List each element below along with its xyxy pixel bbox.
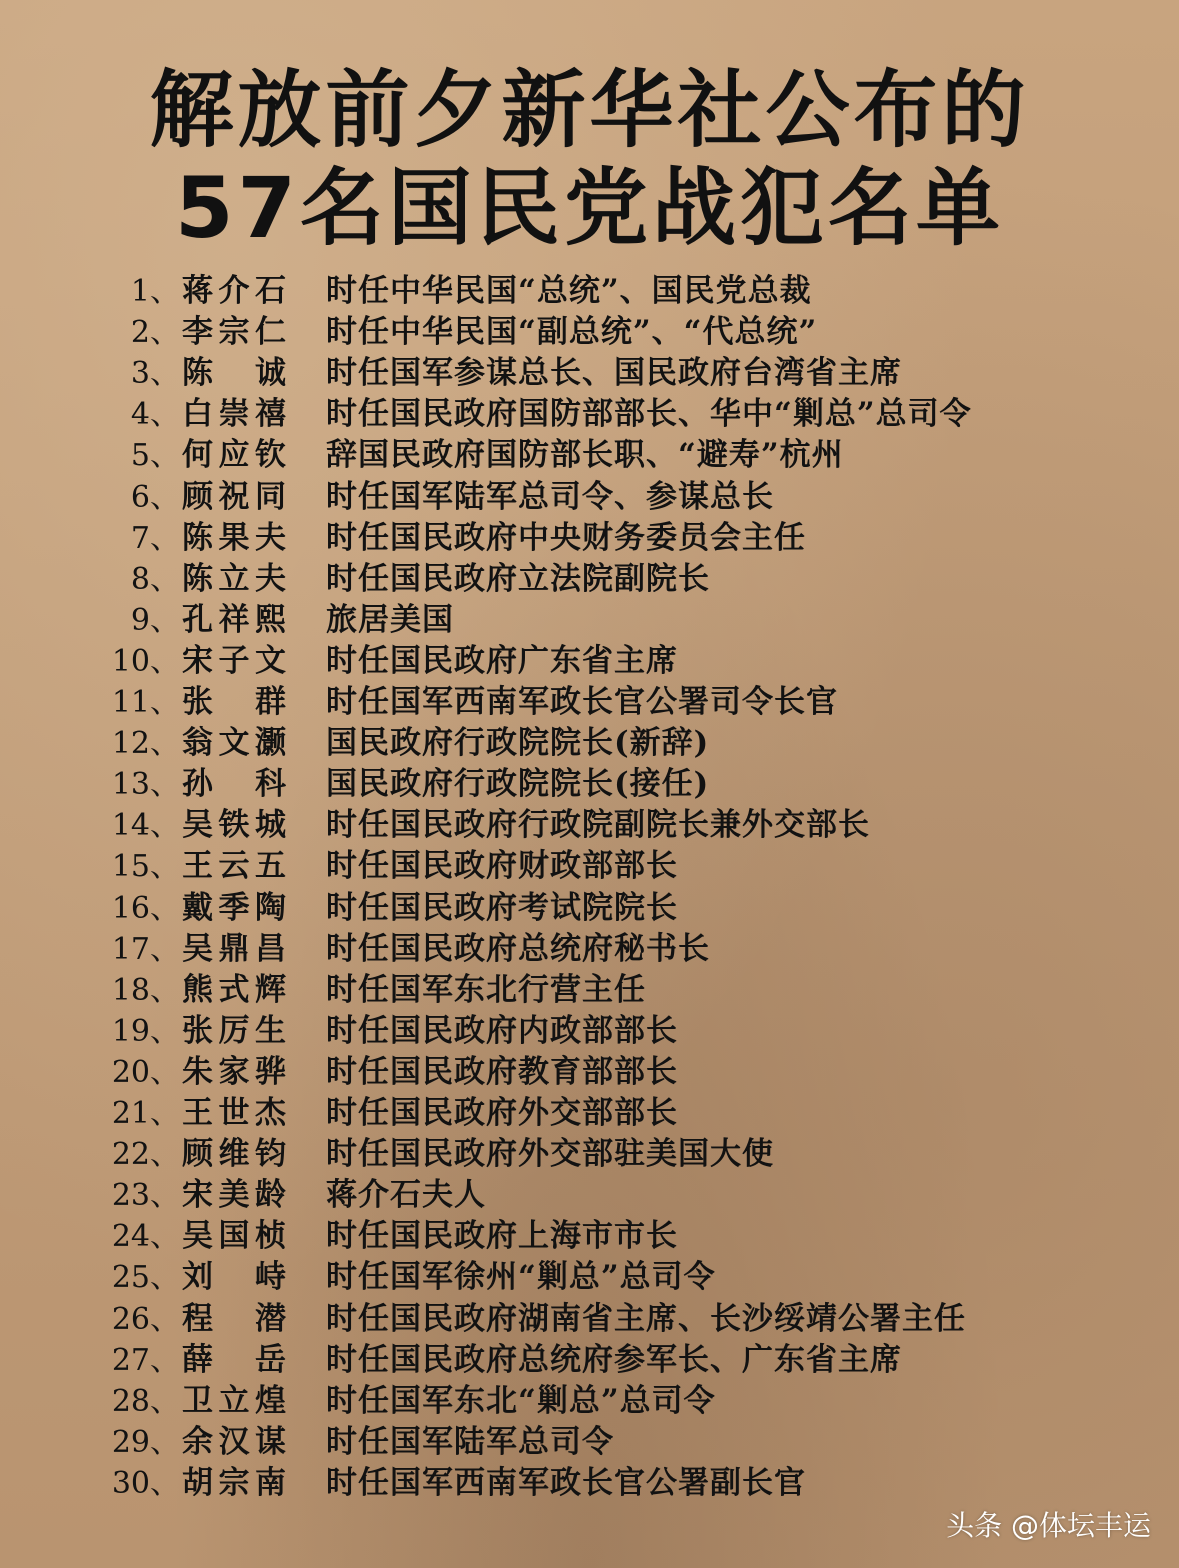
list-item-number: 10、 (111, 643, 180, 679)
list-item-number: 20、 (111, 1054, 180, 1090)
list-item-number: 26、 (111, 1301, 180, 1337)
list-item-name: 熊式辉 (182, 971, 286, 1008)
list-item-description: 时任国军东北行营主任 (326, 971, 646, 1008)
list-item-number: 1、 (130, 274, 180, 309)
list-item-name: 胡宗南 (182, 1464, 286, 1501)
list-item (0, 1422, 1179, 1463)
list-item-description: 时任国军陆军总司令、参谋总长 (326, 478, 774, 515)
list-item-description: 时任国军西南军政长官公署副长官 (326, 1464, 806, 1501)
list-item (0, 477, 1179, 518)
list-item-description: 时任国民政府总统府参军长、广东省主席 (326, 1341, 902, 1378)
list-item (0, 1257, 1179, 1298)
list-item-description: 蒋介石夫人 (326, 1177, 486, 1214)
list-item-name: 蒋介石 (182, 273, 286, 309)
list-item-description: 时任国民政府财政部部长 (326, 848, 678, 885)
list-item-name: 顾维钧 (182, 1136, 286, 1173)
list-item (0, 929, 1179, 970)
list-item-description: 时任中华民国“副总统”、“代总统” (326, 314, 818, 351)
list-item-number: 7、 (130, 520, 180, 556)
list-item-name: 吴鼎昌 (182, 930, 286, 967)
list-item-description: 时任国民政府总统府秘书长 (326, 930, 710, 967)
list-item-description: 时任国民政府立法院副院长 (326, 560, 710, 597)
list-item-name: 宋美龄 (182, 1177, 286, 1214)
list-item-number: 17、 (111, 931, 180, 967)
list-item-number: 13、 (111, 767, 180, 803)
list-item (0, 353, 1179, 394)
list-item-name: 何应钦 (182, 437, 286, 474)
list-item-name: 李宗仁 (182, 314, 286, 351)
list-item (0, 764, 1179, 805)
list-item-name: 陈立夫 (182, 560, 286, 597)
list-item (0, 1381, 1179, 1422)
list-item-name: 余汉谋 (182, 1423, 286, 1460)
watermark: 头条 @体坛丰运 (946, 1509, 1151, 1542)
list-item-description: 时任国民政府考试院院长 (326, 889, 678, 926)
list-item-number: 18、 (111, 972, 180, 1008)
list-item (0, 1134, 1179, 1175)
list-item-name: 宋子文 (182, 642, 286, 679)
list-item-number: 5、 (130, 438, 180, 474)
list-item-number: 25、 (111, 1260, 180, 1296)
list-item-name: 吴国桢 (182, 1218, 286, 1255)
list-item-description: 时任国民政府中央财务委员会主任 (326, 519, 806, 556)
list-item-number: 27、 (111, 1342, 180, 1378)
list-item-description: 旅居美国 (326, 601, 454, 638)
list-item-number: 29、 (111, 1424, 180, 1460)
list-item-name: 陈诚 (182, 355, 286, 392)
list-item (0, 518, 1179, 559)
list-item (0, 1299, 1179, 1340)
list-item (0, 1011, 1179, 1052)
list-item-name: 孙科 (182, 766, 286, 803)
list-item-name: 戴季陶 (182, 889, 286, 926)
list-item-name: 张群 (182, 684, 286, 720)
list-item-description: 时任国军西南军政长官公署司令长官 (326, 684, 838, 720)
list-item-description: 时任国军陆军总司令 (326, 1423, 614, 1460)
list-item (0, 805, 1179, 846)
list-item-name: 薛岳 (182, 1341, 286, 1378)
list-item-description: 辞国民政府国防部长职、“避寿”杭州 (326, 437, 844, 474)
list-item-description: 时任国民政府国防部部长、华中“剿总”总司令 (326, 396, 972, 433)
list-item (0, 682, 1179, 723)
list-item-description: 时任国民政府广东省主席 (326, 642, 678, 679)
list-item-description: 时任国民政府外交部部长 (326, 1095, 678, 1131)
list-item-description: 时任国民政府湖南省主席、长沙绥靖公署主任 (326, 1300, 966, 1337)
list-item-number: 2、 (130, 315, 180, 351)
list-item-name: 吴铁城 (182, 807, 286, 844)
list-item-number: 12、 (111, 726, 180, 762)
list-item-number: 19、 (111, 1013, 180, 1049)
list-item-description: 时任国军东北“剿总”总司令 (326, 1382, 716, 1419)
list-item-number: 6、 (130, 479, 180, 515)
list-item-number: 21、 (111, 1096, 180, 1131)
list-item (0, 888, 1179, 929)
list-item (0, 312, 1179, 353)
list-item (0, 641, 1179, 682)
list-item-description: 国民政府行政院院长(新辞) (326, 725, 710, 762)
list-item (0, 600, 1179, 641)
list-item-number: 14、 (111, 808, 180, 844)
list-item (0, 1093, 1179, 1134)
list-item-number: 15、 (111, 849, 180, 885)
list-item-name: 王云五 (182, 848, 286, 885)
list-item-number: 24、 (111, 1219, 180, 1255)
list-item (0, 271, 1179, 312)
list-item-number: 23、 (111, 1178, 180, 1214)
list-item-number: 11、 (111, 685, 180, 720)
list-item (0, 970, 1179, 1011)
list-item (0, 846, 1179, 887)
list-item (0, 1175, 1179, 1216)
list-item-name: 陈果夫 (182, 519, 286, 556)
list-item-name: 孔祥熙 (182, 601, 286, 638)
list-item (0, 435, 1179, 476)
list-item-description: 时任国民政府外交部驻美国大使 (326, 1136, 774, 1173)
list-item-name: 刘峙 (182, 1259, 286, 1296)
list-item-number: 9、 (130, 602, 180, 638)
list-item-name: 程潜 (182, 1300, 286, 1337)
list-item-number: 8、 (130, 561, 180, 597)
list-item-name: 卫立煌 (182, 1382, 286, 1419)
list-item-description: 时任国民政府教育部部长 (326, 1053, 678, 1090)
list-item-description: 时任国民政府行政院副院长兼外交部长 (326, 807, 870, 844)
list-item-number: 4、 (130, 397, 180, 433)
list-item-number: 22、 (111, 1137, 180, 1173)
list-item-number: 28、 (111, 1383, 180, 1419)
list-item (0, 1463, 1179, 1504)
list-item-number: 3、 (130, 356, 180, 392)
title-line-2: 57名国民党战犯名单 (175, 159, 1004, 257)
list-item (0, 394, 1179, 435)
list-item-description: 时任国军参谋总长、国民政府台湾省主席 (326, 355, 902, 392)
list-item-description: 时任中华民国“总统”、国民党总裁 (326, 273, 812, 309)
list-item-description: 时任国民政府上海市市长 (326, 1218, 678, 1255)
list-item-name: 白崇禧 (182, 396, 286, 433)
list-item-name: 张厉生 (182, 1012, 286, 1049)
list-item (0, 559, 1179, 600)
list-item-description: 时任国军徐州“剿总”总司令 (326, 1259, 716, 1296)
list-item-name: 王世杰 (182, 1095, 286, 1131)
title-line-1: 解放前夕新华社公布的 (149, 61, 1030, 159)
list-item-description: 时任国民政府内政部部长 (326, 1012, 678, 1049)
list-item (0, 723, 1179, 764)
list-item-number: 16、 (111, 890, 180, 926)
list-item-number: 30、 (111, 1465, 180, 1501)
list-item-name: 顾祝同 (182, 478, 286, 515)
list-item (0, 1052, 1179, 1093)
list-item (0, 1340, 1179, 1381)
list-item-description: 国民政府行政院院长(接任) (326, 766, 710, 803)
list-item-name: 翁文灏 (182, 725, 286, 762)
list-item-name: 朱家骅 (182, 1053, 286, 1090)
list-item (0, 1216, 1179, 1257)
